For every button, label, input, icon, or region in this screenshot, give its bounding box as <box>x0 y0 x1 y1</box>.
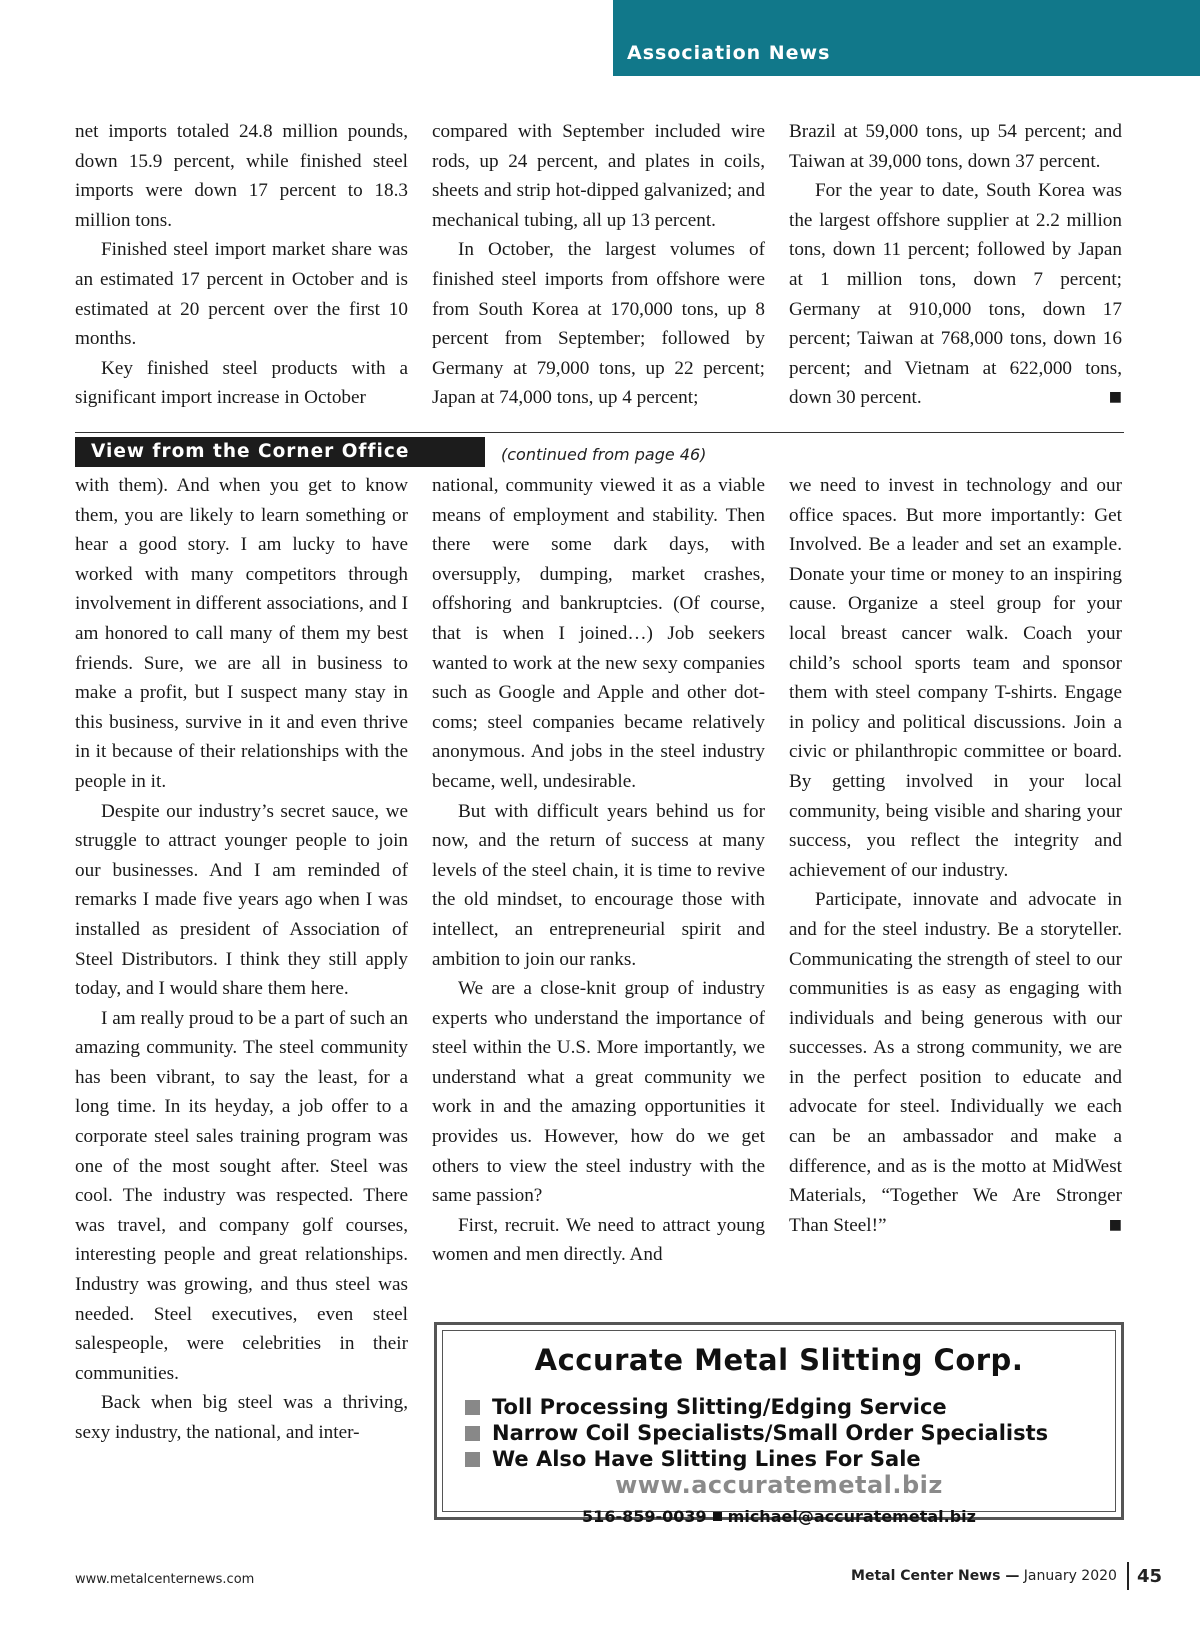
ad-bullet-item <box>465 1420 1048 1446</box>
ad-email-link[interactable]: michael@accuratemetal.biz <box>727 1507 976 1526</box>
square-bullet-icon <box>465 1452 480 1467</box>
ad-bullet-item <box>465 1446 1048 1472</box>
footer-website-link[interactable]: www.metalcenternews.com <box>75 1572 255 1587</box>
square-bullet-icon <box>465 1400 480 1415</box>
separator-icon <box>713 1512 722 1521</box>
paragraph: we need to invest in technology and our office spaces. But more importantly: Get Involved. Be a leader and set an example. Donate your time or money to an inspiring cause. Organize a steel group for your local breast cancer walk. Coach your child’s school sports team and sponsor them with steel company T-shirts. Engage in policy and political discussions. Join a civic or philanthropic committee or board. By getting involved in your local community, being visible and sharing your success, you reflect the integrity and achievement of our industry. <box>789 475 1122 881</box>
advertisement <box>434 1322 1124 1526</box>
paragraph: Key finished steel products with a significant import increase in October <box>75 357 408 409</box>
ad-bullet-list <box>465 1394 1048 1472</box>
paragraph: Despite our industry’s secret sauce, we struggle to attract younger people to join our businesses. And I am reminded of remarks I made five years ago when I was installed as president of Association of Steel Distributors. I think they still apply today, and I would share them here. <box>75 800 408 1000</box>
ad-website-link[interactable]: www.accuratemetal.biz <box>615 1471 943 1499</box>
ad-bullet-item <box>465 1394 1048 1420</box>
paragraph: We are a close-knit group of industry experts who understand the importance of steel within the U.S. More importantly, we understand what a great community we work in and the amazing opportunities it provides us. However, how do we get others to view the steel industry with the same passion? <box>432 978 765 1207</box>
issue-date: January 2020 <box>1023 1568 1117 1584</box>
ad-title: Accurate Metal Slitting Corp. <box>534 1343 1024 1377</box>
ad-contact-line <box>443 1507 1115 1526</box>
ad-bullet-text: Narrow Coil Specialists/Small Order Specialists <box>492 1421 1049 1445</box>
top-article-column-2 <box>432 117 765 413</box>
top-article-column-1 <box>75 117 408 413</box>
ad-bullet-text: We Also Have Slitting Lines For Sale <box>492 1447 921 1471</box>
top-article-column-3 <box>789 117 1122 413</box>
paragraph: with them). And when you get to know them, you are likely to learn something or hear a good story. I am lucky to have worked with many competitors through involvement in different associations, and I am honored to call many of them my best friends. Sure, we are all in business to make a profit, but I suspect many stay in this business, survive in it and even thrive in it because of their relationships with the people in it. <box>75 475 408 792</box>
publication-name: Metal Center News — <box>851 1568 1020 1584</box>
end-mark-icon: ■ <box>1108 1216 1122 1233</box>
section-divider <box>75 432 1124 433</box>
corner-office-column-3 <box>789 471 1122 1240</box>
section-title: Association News <box>627 42 831 64</box>
paragraph: Back when big steel was a thriving, sexy industry, the national, and inter- <box>75 1392 408 1443</box>
end-mark-icon: ■ <box>1108 389 1122 406</box>
corner-office-column-1 <box>75 471 408 1448</box>
paragraph: I am really proud to be a part of such an amazing community. The steel community has been vibrant, to say the least, for a long time. In its heyday, a job offer to a corporate steel sales training program was one of the most sought after. Steel was cool. The industry was respected. There was travel, and company golf courses, interesting people and great relationships. Industry was growing, and thus steel was needed. Steel executives, even steel salespeople, were celebrities in their communities. <box>75 1007 408 1384</box>
footer-folio <box>851 1562 1162 1590</box>
paragraph <box>789 885 1122 1240</box>
square-bullet-icon <box>465 1426 480 1441</box>
paragraph: national, community viewed it as a viable means of employment and stability. Then there were some dark days, with oversupply, dumping, market crashes, offshoring and bankruptcies. (Of course, that is when I joined…) Job seekers wanted to work at the new sexy companies such as Google and Apple and other dot-coms; steel companies became relatively anonymous. And jobs in the steel industry became, well, undesirable. <box>432 475 765 792</box>
paragraph: net imports totaled 24.8 million pounds, down 15.9 percent, while finished steel imports were down 17 percent to 18.3 million tons. <box>75 121 408 231</box>
ad-bullet-text: Toll Processing Slitting/Edging Service <box>492 1395 947 1419</box>
paragraph: compared with September included wire rods, up 24 percent, and plates in coils, sheets and strip hot-dipped galvanized; and mechanical tubing, all up 13 percent. <box>432 121 765 231</box>
paragraph-text: Participate, innovate and advocate in and for the steel industry. Be a storyteller. Communicating the strength of steel to our communities is as easy as engaging with individuals and being generous with our successes. As a strong community, we are in the perfect position to educate and advocate for steel. Individually we each can be an ambassador and make a difference, and as is the motto at MidWest Materials, “Together We Are Stronger Than Steel!” <box>789 889 1122 1236</box>
corner-office-label-text: View from the Corner Office <box>91 441 410 462</box>
folio-divider <box>1127 1562 1129 1590</box>
paragraph: Brazil at 59,000 tons, up 54 percent; and Taiwan at 39,000 tons, down 37 percent. <box>789 121 1122 172</box>
paragraph: In October, the largest volumes of finished steel imports from offshore were from South Korea at 170,000 tons, up 8 percent from September; followed by Germany at 79,000 tons, up 22 percent; Japan at 74,000 tons, up 4 percent; <box>432 239 765 409</box>
paragraph <box>789 176 1122 413</box>
continued-note: (continued from page 46) <box>501 445 707 464</box>
section-header-bar <box>613 0 1200 76</box>
paragraph: Finished steel import market share was an estimated 17 percent in October and is estimated at 20 percent over the first 10 months. <box>75 239 408 350</box>
corner-office-column-2 <box>432 471 765 1270</box>
corner-office-label <box>75 437 485 467</box>
paragraph: First, recruit. We need to attract young women and men directly. And <box>432 1214 765 1266</box>
page-number: 45 <box>1136 1565 1162 1587</box>
paragraph-text: For the year to date, South Korea was the largest offshore supplier at 2.2 million tons, down 11 percent; followed by Japan at 1 million tons, down 7 percent; Germany at 910,000 tons, down 17 percent; Taiwan at 768,000 tons, down 16 percent; and Vietnam at 622,000 tons, down 30 percent. <box>789 180 1122 409</box>
advertisement-frame <box>442 1330 1116 1526</box>
ad-phone: 516-859-0039 <box>582 1507 707 1526</box>
paragraph: But with difficult years behind us for now, and the return of success at many levels of the steel chain, it is time to revive the old mindset, to encourage those with intellect, an entrepreneurial spirit and ambition to join our ranks. <box>432 800 765 970</box>
